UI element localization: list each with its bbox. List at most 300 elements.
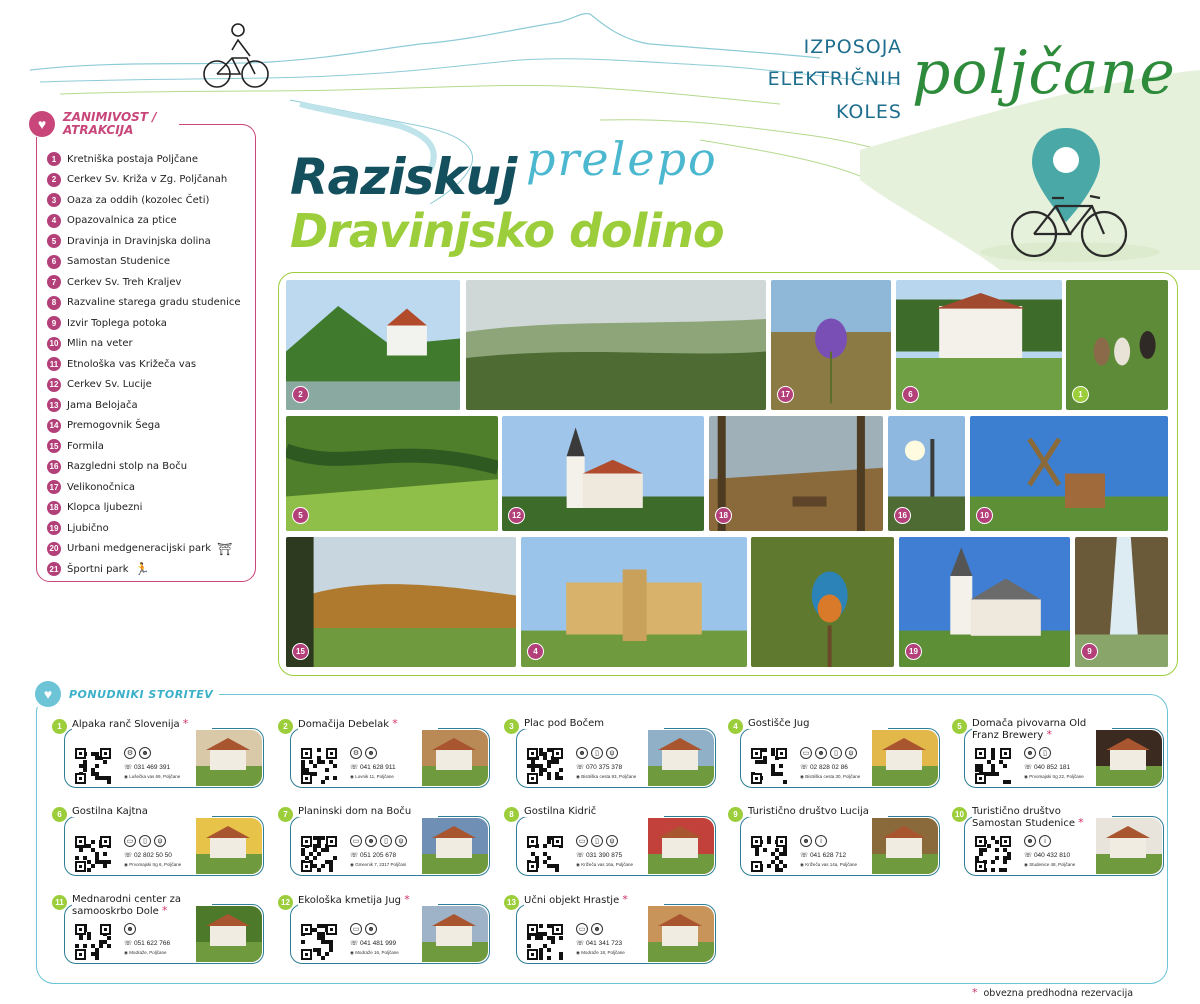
photo-number-badge: 18: [715, 507, 732, 524]
provider-address: ◉ Gmevnik 7, 2317 Poljčani: [350, 862, 407, 867]
photo-number-badge: 12: [508, 507, 525, 524]
provider-name-text: Plac pod Bočem: [524, 718, 604, 729]
attraction-item: [47, 416, 241, 437]
qr-code[interactable]: [974, 747, 1012, 785]
group-icon: ☻: [139, 747, 151, 759]
photo-number-badge: 9: [1081, 643, 1098, 660]
provider-address: ◉ Bistriška cesta 93, Poljčane: [576, 774, 637, 779]
provider-address-text: Bistriška cesta 30, Poljčane: [805, 774, 861, 779]
provider-phone-text: 02 802 50 50: [133, 852, 172, 859]
attraction-number: 11: [47, 357, 61, 371]
photo-image: [521, 537, 747, 667]
provider-phone: ☏ 02 828 02 86: [800, 764, 848, 771]
provider-address: ◉ Lovnik 11, Poljčane: [350, 774, 394, 779]
attraction-label: Kretniška postaja Poljčane: [67, 153, 199, 165]
attraction-item: [47, 313, 241, 334]
provider-phone-text: 041 628 911: [359, 764, 396, 771]
attraction-item: [47, 498, 241, 519]
attraction-label: Mlin na veter: [67, 338, 133, 350]
attraction-number: 19: [47, 521, 61, 535]
provider-photo-image: [648, 906, 714, 962]
attraction-item: [47, 354, 241, 375]
providers-heading: [35, 681, 219, 707]
attraction-label: Športni park: [67, 563, 129, 575]
star-icon: *: [1046, 728, 1052, 741]
photo-tower-sun: [888, 416, 965, 531]
provider-photo: [648, 818, 714, 874]
attraction-item: [47, 190, 241, 211]
provider-name: [972, 718, 1112, 741]
bed-icon: ▭: [576, 923, 588, 935]
attraction-label: Razvaline starega gradu studenice: [67, 297, 241, 309]
drink-icon: ▯: [139, 835, 151, 847]
photo-number-badge: 6: [902, 386, 919, 403]
attraction-item: [47, 436, 241, 457]
provider-address-text: Križeča vas 16a, Poljčane: [581, 862, 633, 867]
provider-name: [524, 718, 664, 729]
service-icons: [1024, 835, 1051, 847]
photo-alpacas: [1066, 280, 1168, 410]
provider-name-text: Domačija Debelak: [298, 719, 390, 730]
provider-phone-text: 02 828 02 86: [809, 764, 848, 771]
provider-number: 4: [728, 719, 743, 734]
drink-icon: ▯: [830, 747, 842, 759]
heart-icon: ♥: [29, 111, 55, 137]
provider-photo-image: [422, 730, 488, 786]
rental-line-3: KOLES: [835, 101, 902, 123]
heart-icon: ♥: [35, 681, 61, 707]
attraction-number: 17: [47, 480, 61, 494]
qr-code[interactable]: [300, 835, 338, 873]
cyclist-icon: [204, 24, 268, 87]
provider-address: ◉ Križeča vas 14a, Poljčane: [800, 862, 857, 867]
provider-name-text: Domača pivovarna Old Franz Brewery: [972, 718, 1087, 741]
service-icons: [350, 835, 407, 847]
attraction-number: 15: [47, 439, 61, 453]
provider-name: [72, 894, 212, 917]
photo-forest-meadow: [286, 537, 516, 667]
provider-photo: [422, 906, 488, 962]
food-icon: ψ: [845, 747, 857, 759]
drink-icon: ▯: [1039, 747, 1051, 759]
photo-image: [286, 280, 460, 410]
rental-line-2: ELEKTRIČNIH: [767, 68, 902, 90]
providers-title: PONUDNIKI STORITEV: [69, 687, 214, 701]
provider-address-text: Križeča vas 14a, Poljčane: [805, 862, 857, 867]
attractions-panel: [36, 110, 256, 582]
provider-name: [748, 806, 888, 817]
attraction-item: [47, 477, 241, 498]
attraction-label: Cerkev Sv. Lucije: [67, 379, 152, 391]
provider-number: 5: [952, 719, 967, 734]
provider-photo-image: [422, 906, 488, 962]
provider-photo-image: [872, 730, 938, 786]
group-icon: ☻: [576, 747, 588, 759]
attraction-label: Ljubično: [67, 522, 109, 534]
photo-image: [502, 416, 704, 531]
star-icon: *: [972, 986, 978, 999]
group-icon: ☻: [800, 835, 812, 847]
provider-photo: [648, 730, 714, 786]
provider-name: [524, 894, 664, 906]
provider-name-text: Gostilna Kajtna: [72, 806, 148, 817]
provider-photo-image: [422, 818, 488, 874]
attraction-number: 7: [47, 275, 61, 289]
attraction-number: 10: [47, 337, 61, 351]
photo-number-badge: 4: [527, 643, 544, 660]
service-icons: [576, 923, 603, 935]
group-icon: ☻: [124, 923, 136, 935]
runner-icon: 🏃: [134, 562, 150, 577]
service-icons: [350, 747, 377, 759]
attraction-item: [47, 334, 241, 355]
provider-number: 2: [278, 719, 293, 734]
attraction-item: [47, 293, 241, 314]
attraction-label: Urbani medgeneracijski park: [67, 543, 212, 555]
provider-name-text: Turistično društvo Samostan Studenice: [972, 806, 1075, 829]
provider-card: [270, 808, 490, 878]
bed-icon: ▭: [800, 747, 812, 759]
town-name-poljcane: poljčane: [912, 38, 1176, 108]
photo-image: [899, 537, 1070, 667]
provider-address: ◉ Studenice 48, Poljčane: [1024, 862, 1076, 867]
photo-number-badge: 1: [1072, 386, 1089, 403]
service-icons: [576, 747, 618, 759]
attraction-label: Premogovnik Šega: [67, 420, 161, 432]
drink-icon: ▯: [591, 835, 603, 847]
provider-number: 6: [52, 807, 67, 822]
attraction-label: Klopca ljubezni: [67, 502, 143, 514]
provider-phone: ☏ 051 205 678: [350, 852, 397, 859]
rental-line-1: IZPOSOJA: [803, 36, 902, 58]
photo-forest-bench: [709, 416, 883, 531]
qr-code[interactable]: [974, 835, 1012, 873]
provider-address-text: Prvomajski trg 22, Poljčane: [1029, 774, 1084, 779]
provider-phone: ☏ 041 628 911: [350, 764, 396, 771]
provider-address: ◉ Bistriška cesta 30, Poljčane: [800, 774, 861, 779]
provider-address-text: Studenice 48, Poljčane: [1029, 862, 1076, 867]
attraction-number: 5: [47, 234, 61, 248]
attraction-number: 14: [47, 419, 61, 433]
provider-name: [298, 894, 438, 906]
provider-photo: [196, 730, 262, 786]
food-icon: ψ: [154, 835, 166, 847]
provider-number: 1: [52, 719, 67, 734]
provider-number: 11: [52, 895, 67, 910]
provider-name-text: Gostilna Kidrič: [524, 806, 597, 817]
photo-hill-church: [286, 280, 460, 410]
provider-name-text: Mednarodni center za samooskrbo Dole: [72, 894, 181, 917]
provider-name-text: Ekološka kmetija Jug: [298, 895, 402, 906]
provider-address-text: Bistriška cesta 93, Poljčane: [581, 774, 637, 779]
group-icon: ☻: [365, 923, 377, 935]
service-icons: [1024, 747, 1051, 759]
provider-phone-text: 041 341 723: [585, 940, 623, 947]
attraction-label: Cerkev Sv. Križa v Zg. Poljčanah: [67, 174, 228, 186]
provider-name: [72, 806, 212, 817]
photo-waterfall: [1075, 537, 1168, 667]
provider-photo-image: [872, 818, 938, 874]
provider-number: 7: [278, 807, 293, 822]
provider-photo-image: [1096, 730, 1162, 786]
photo-image: [466, 280, 766, 410]
provider-number: 10: [952, 807, 967, 822]
photo-kingfisher: [751, 537, 894, 667]
provider-phone-text: 051 622 766: [133, 940, 171, 947]
service-icons: [124, 923, 136, 935]
group-icon: ☻: [591, 923, 603, 935]
provider-photo-image: [196, 818, 262, 874]
bike-icon: ⚙: [124, 747, 136, 759]
provider-address: ◉ Modraže 18, Poljčane: [576, 950, 625, 955]
service-icons: [124, 835, 166, 847]
provider-phone: ☏ 041 341 723: [576, 940, 623, 947]
attraction-item: [47, 539, 241, 560]
provider-address: ◉ Križeča vas 16a, Poljčane: [576, 862, 633, 867]
provider-phone-text: 041 481 999: [359, 940, 397, 947]
provider-address-text: Gmevnik 7, 2317 Poljčani: [355, 862, 407, 867]
provider-address: ◉ Modraže 16, Poljčane: [350, 950, 399, 955]
provider-address: ◉ Prvomajski trg 6, Poljčane: [124, 862, 182, 867]
photo-church-hill: [899, 537, 1070, 667]
provider-number: 12: [278, 895, 293, 910]
photo-valley-view: [466, 280, 766, 410]
provider-name: [524, 806, 664, 817]
group-icon: ☻: [1024, 835, 1036, 847]
provider-name: [748, 718, 888, 729]
photo-number-badge: 2: [292, 386, 309, 403]
provider-photo: [196, 906, 262, 962]
drink-icon: ▯: [380, 835, 392, 847]
attraction-number: 3: [47, 193, 61, 207]
photo-image: [286, 416, 498, 531]
attraction-label: Izvir Toplega potoka: [67, 317, 167, 329]
service-icons: [124, 747, 151, 759]
bed-icon: ▭: [124, 835, 136, 847]
provider-card: [944, 808, 1164, 878]
attractions-heading: [29, 111, 179, 137]
attractions-list: [47, 149, 241, 580]
attraction-item: [47, 559, 241, 580]
provider-photo: [872, 730, 938, 786]
attraction-item: [47, 272, 241, 293]
qr-code[interactable]: [300, 923, 338, 961]
attraction-item: [47, 170, 241, 191]
qr-code[interactable]: [74, 835, 112, 873]
photo-number-badge: 17: [777, 386, 794, 403]
star-icon: *: [182, 717, 189, 730]
qr-code[interactable]: [526, 923, 564, 961]
title-prelepo: prelepo: [526, 132, 718, 186]
attraction-number: 12: [47, 378, 61, 392]
attraction-item: [47, 518, 241, 539]
provider-photo: [422, 818, 488, 874]
provider-phone: ☏ 040 852 181: [1024, 764, 1071, 771]
attraction-label: Samostan Studenice: [67, 256, 170, 268]
photo-bird-hide: [521, 537, 747, 667]
attraction-number: 8: [47, 296, 61, 310]
attraction-item: [47, 457, 241, 478]
qr-code[interactable]: [750, 835, 788, 873]
photo-number-badge: 5: [292, 507, 309, 524]
provider-photo: [422, 730, 488, 786]
provider-phone-text: 040 432 810: [1033, 852, 1071, 859]
provider-card: [720, 808, 940, 878]
provider-card: [496, 720, 716, 790]
attraction-number: 16: [47, 460, 61, 474]
photo-monastery: [896, 280, 1062, 410]
provider-name-text: Učni objekt Hrastje: [524, 895, 620, 906]
star-icon: *: [162, 904, 168, 917]
star-icon: *: [1078, 816, 1084, 829]
bed-icon: ▭: [350, 923, 362, 935]
bed-icon: ▭: [350, 835, 362, 847]
provider-address: ◉ Modraže, Poljčane: [124, 950, 167, 955]
attraction-number: 13: [47, 398, 61, 412]
qr-code[interactable]: [526, 835, 564, 873]
qr-code[interactable]: [74, 923, 112, 961]
attraction-number: 1: [47, 152, 61, 166]
service-icons: [800, 835, 827, 847]
photo-image: [751, 537, 894, 667]
provider-phone: ☏ 041 628 712: [800, 852, 847, 859]
food-icon: ψ: [395, 835, 407, 847]
attraction-number: 20: [47, 542, 61, 556]
qr-code[interactable]: [750, 747, 788, 785]
provider-name-text: Turistično društvo Lucija: [748, 806, 869, 817]
attraction-label: Opazovalnica za ptice: [67, 215, 177, 227]
provider-address-text: Lušečka vas 69, Poljčane: [129, 774, 181, 779]
service-icons: [350, 923, 377, 935]
provider-card: [496, 808, 716, 878]
provider-card: [44, 808, 264, 878]
group-icon: ☻: [815, 747, 827, 759]
attraction-item: [47, 211, 241, 232]
group-icon: ☻: [1024, 747, 1036, 759]
provider-name: [298, 806, 438, 817]
group-icon: ☻: [365, 747, 377, 759]
photo-number-badge: 10: [976, 507, 993, 524]
provider-address-text: Modraže 18, Poljčane: [581, 950, 625, 955]
reservation-note: [972, 986, 1133, 999]
provider-name: [972, 806, 1112, 829]
provider-card: [496, 893, 716, 966]
provider-photo: [1096, 730, 1162, 786]
food-icon: ψ: [606, 747, 618, 759]
photo-church-white: [502, 416, 704, 531]
provider-address-text: Modraže 16, Poljčane: [355, 950, 399, 955]
provider-phone-text: 040 852 181: [1033, 764, 1071, 771]
photo-flower: [771, 280, 891, 410]
group-icon: ☻: [365, 835, 377, 847]
provider-photo-image: [196, 906, 262, 962]
provider-photo: [648, 906, 714, 962]
photo-number-badge: 19: [905, 643, 922, 660]
attraction-number: 21: [47, 562, 61, 576]
provider-address-text: Modraže, Poljčane: [129, 950, 167, 955]
provider-phone: ☏ 02 802 50 50: [124, 852, 172, 859]
star-icon: *: [404, 893, 410, 906]
attraction-label: Jama Belojača: [67, 399, 138, 411]
photo-number-badge: 15: [292, 643, 309, 660]
attraction-label: Razgledni stolp na Boču: [67, 461, 188, 473]
provider-phone-text: 031 469 391: [133, 764, 171, 771]
star-icon: *: [392, 717, 398, 730]
provider-phone: ☏ 051 622 766: [124, 940, 171, 947]
qr-code[interactable]: [74, 747, 112, 785]
provider-name-text: Planinski dom na Boču: [298, 806, 412, 817]
provider-card: [44, 717, 264, 790]
provider-name: [298, 718, 438, 730]
provider-phone-text: 031 390 875: [585, 852, 623, 859]
provider-number: 3: [504, 719, 519, 734]
provider-card: [270, 717, 490, 790]
provider-card: [270, 893, 490, 966]
service-icons: [576, 835, 618, 847]
photo-image: [286, 537, 516, 667]
provider-name: [72, 718, 212, 730]
provider-phone: ☏ 040 432 810: [1024, 852, 1071, 859]
provider-phone: ☏ 031 390 875: [576, 852, 623, 859]
drink-icon: ▯: [591, 747, 603, 759]
provider-photo-image: [196, 730, 262, 786]
photo-windmill: [970, 416, 1168, 531]
food-icon: ψ: [606, 835, 618, 847]
photo-image: [709, 416, 883, 531]
playground-icon: ⛩: [217, 541, 233, 556]
provider-photo-image: [648, 730, 714, 786]
attraction-label: Formila: [67, 440, 104, 452]
attraction-item: [47, 149, 241, 170]
attraction-label: Dravinja in Dravinjska dolina: [67, 235, 211, 247]
info-icon: i: [1039, 835, 1051, 847]
star-icon: *: [622, 893, 628, 906]
provider-address-text: Prvomajski trg 6, Poljčane: [129, 862, 182, 867]
attraction-label: Etnološka vas Križeča vas: [67, 358, 197, 370]
provider-number: 8: [504, 807, 519, 822]
provider-phone: ☏ 041 481 999: [350, 940, 397, 947]
qr-code[interactable]: [300, 747, 338, 785]
attraction-label: Velikonočnica: [67, 481, 136, 493]
provider-phone-text: 041 628 712: [809, 852, 847, 859]
provider-photo: [1096, 818, 1162, 874]
attraction-item: [47, 231, 241, 252]
provider-address: ◉ Prvomajski trg 22, Poljčane: [1024, 774, 1084, 779]
attraction-label: Cerkev Sv. Treh Kraljev: [67, 276, 182, 288]
reservation-note-text: obvezna predhodna rezervacija: [983, 988, 1134, 999]
provider-photo-image: [648, 818, 714, 874]
attractions-title: ZANIMIVOST / ATRAKCIJA: [63, 110, 157, 137]
photo-river-aerial: [286, 416, 498, 531]
title-raziskuj: Raziskuj: [290, 148, 517, 206]
provider-phone-text: 051 205 678: [359, 852, 397, 859]
attraction-number: 4: [47, 214, 61, 228]
attraction-number: 6: [47, 255, 61, 269]
provider-card: [44, 896, 264, 966]
attraction-item: [47, 395, 241, 416]
attraction-number: 18: [47, 501, 61, 515]
provider-card: [944, 720, 1164, 790]
attraction-number: 9: [47, 316, 61, 330]
provider-card: [720, 720, 940, 790]
qr-code[interactable]: [526, 747, 564, 785]
provider-phone: ☏ 031 469 391: [124, 764, 171, 771]
provider-number: 13: [504, 895, 519, 910]
photo-image: [970, 416, 1168, 531]
title-dravinjsko-dolino: Dravinjsko dolino: [290, 204, 724, 258]
provider-address-text: Lovnik 11, Poljčane: [355, 774, 394, 779]
provider-number: 9: [728, 807, 743, 822]
